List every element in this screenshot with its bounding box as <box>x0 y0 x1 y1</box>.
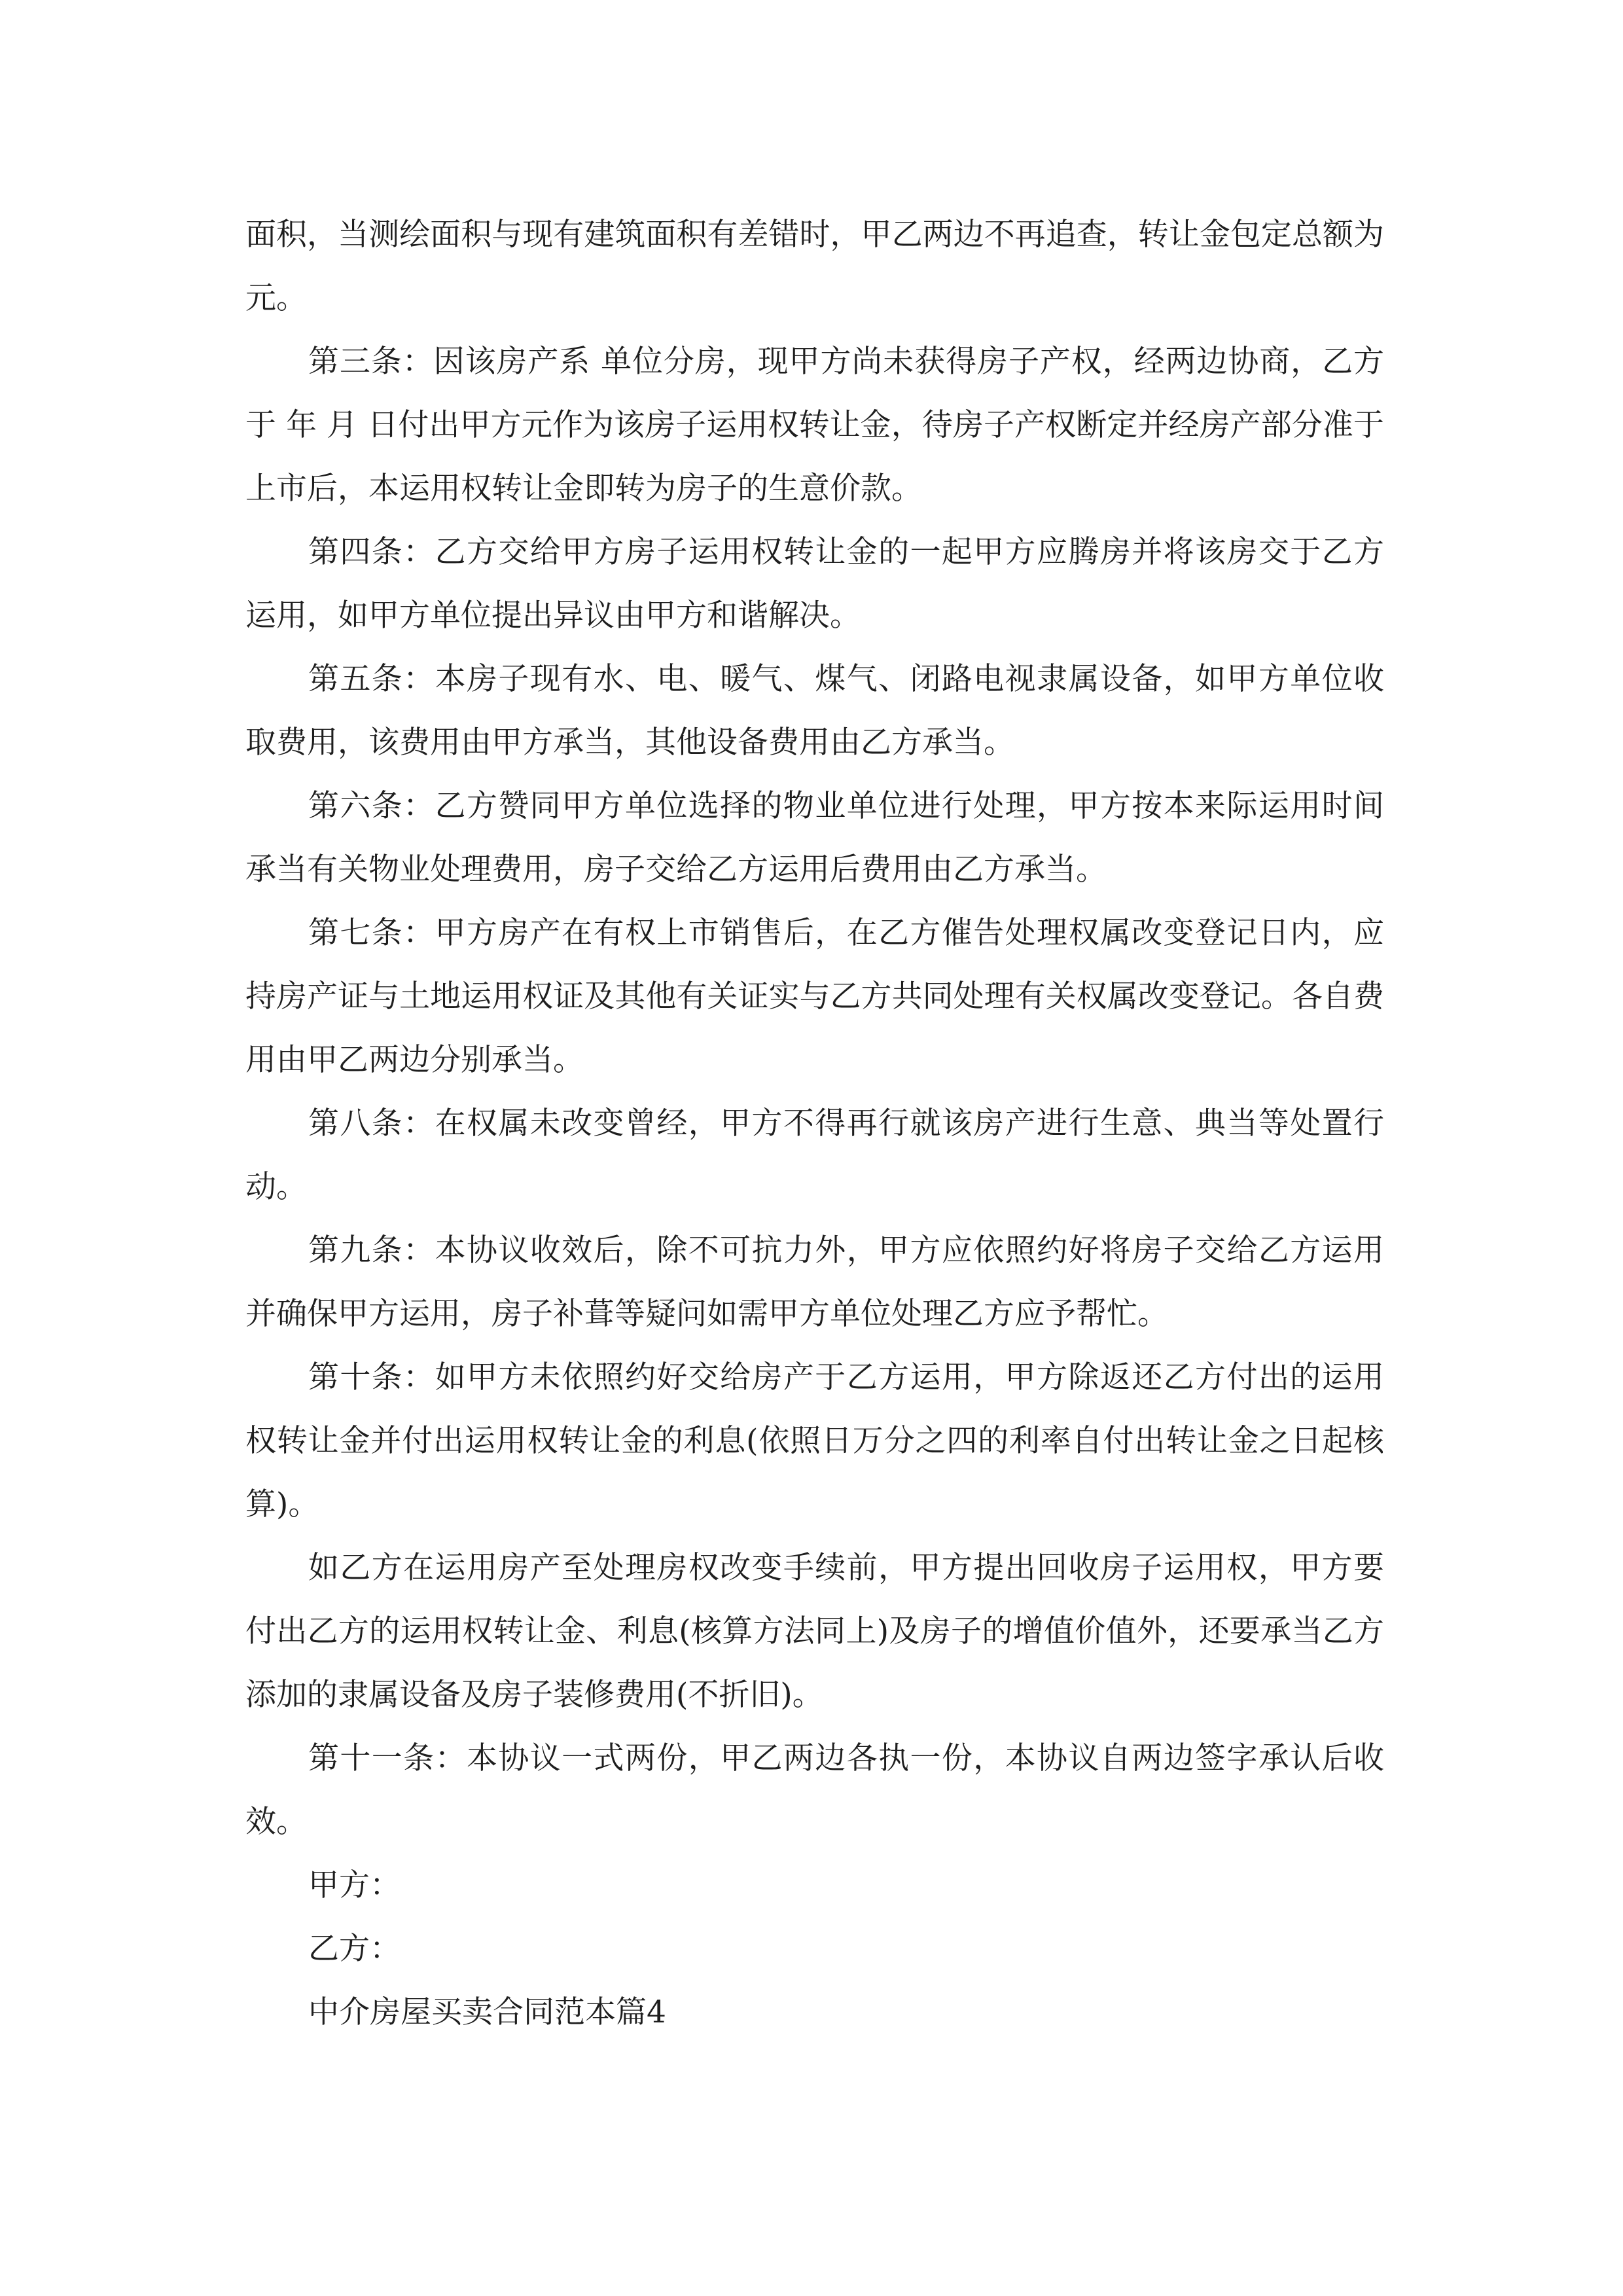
paragraph-article-7: 第七条：甲方房产在有权上市销售后，在乙方催告处理权属改变登记日内，应持房产证与土地运用权证及其他有关证实与乙方共同处理有关权属改变登记。各自费用由甲乙两边分别承当。 <box>245 915 1384 1078</box>
signature-party-a: 甲方： <box>308 1867 401 1903</box>
paragraph-article-4: 第四条：乙方交给甲方房子运用权转让金的一起甲方应腾房并将该房交于乙方运用，如甲方单位提出异议由甲方和谐解决。 <box>245 534 1384 634</box>
signature-party-b: 乙方： <box>308 1931 401 1967</box>
document-body <box>245 203 1384 2044</box>
paragraph-article-5: 第五条：本房子现有水、电、暖气、煤气、闭路电视隶属设备，如甲方单位收取费用，该费用由甲方承当，其他设备费用由乙方承当。 <box>245 661 1384 761</box>
paragraph-area-continuation: 面积，当测绘面积与现有建筑面积有差错时，甲乙两边不再追查，转让金包定总额为元。 <box>245 217 1384 316</box>
paragraph-article-11: 第十一条：本协议一式两份，甲乙两边各执一份，本协议自两边签字承认后收效。 <box>245 1740 1384 1840</box>
paragraph-article-10-continued: 如乙方在运用房产至处理房权改变手续前，甲方提出回收房子运用权，甲方要付出乙方的运用权转让金、利息(核算方法同上)及房子的增值价值外，还要承当乙方添加的隶属设备及房子装修费用(不折旧)。 <box>245 1550 1384 1713</box>
next-section-heading: 中介房屋买卖合同范本篇4 <box>308 1994 666 2030</box>
paragraph-article-10: 第十条：如甲方未依照约好交给房产于乙方运用，甲方除返还乙方付出的运用权转让金并付出运用权转让金的利息(依照日万分之四的利率自付出转让金之日起核算)。 <box>245 1359 1384 1522</box>
paragraph-article-6: 第六条：乙方赞同甲方单位选择的物业单位进行处理，甲方按本来际运用时间承当有关物业处理费用，房子交给乙方运用后费用由乙方承当。 <box>245 788 1384 888</box>
paragraph-article-9: 第九条：本协议收效后，除不可抗力外，甲方应依照约好将房子交给乙方运用并确保甲方运用，房子补葺等疑问如需甲方单位处理乙方应予帮忙。 <box>245 1232 1384 1332</box>
paragraph-article-3: 第三条：因该房产系 单位分房，现甲方尚未获得房子产权，经两边协商，乙方于 年 月 日付出甲方元作为该房子运用权转让金，待房子产权断定并经房产部分准于上市后，本运用权转让金即转为房子的生意价款。 <box>245 344 1384 507</box>
paragraph-article-8: 第八条：在权属未改变曾经，甲方不得再行就该房产进行生意、典当等处置行动。 <box>245 1105 1384 1205</box>
